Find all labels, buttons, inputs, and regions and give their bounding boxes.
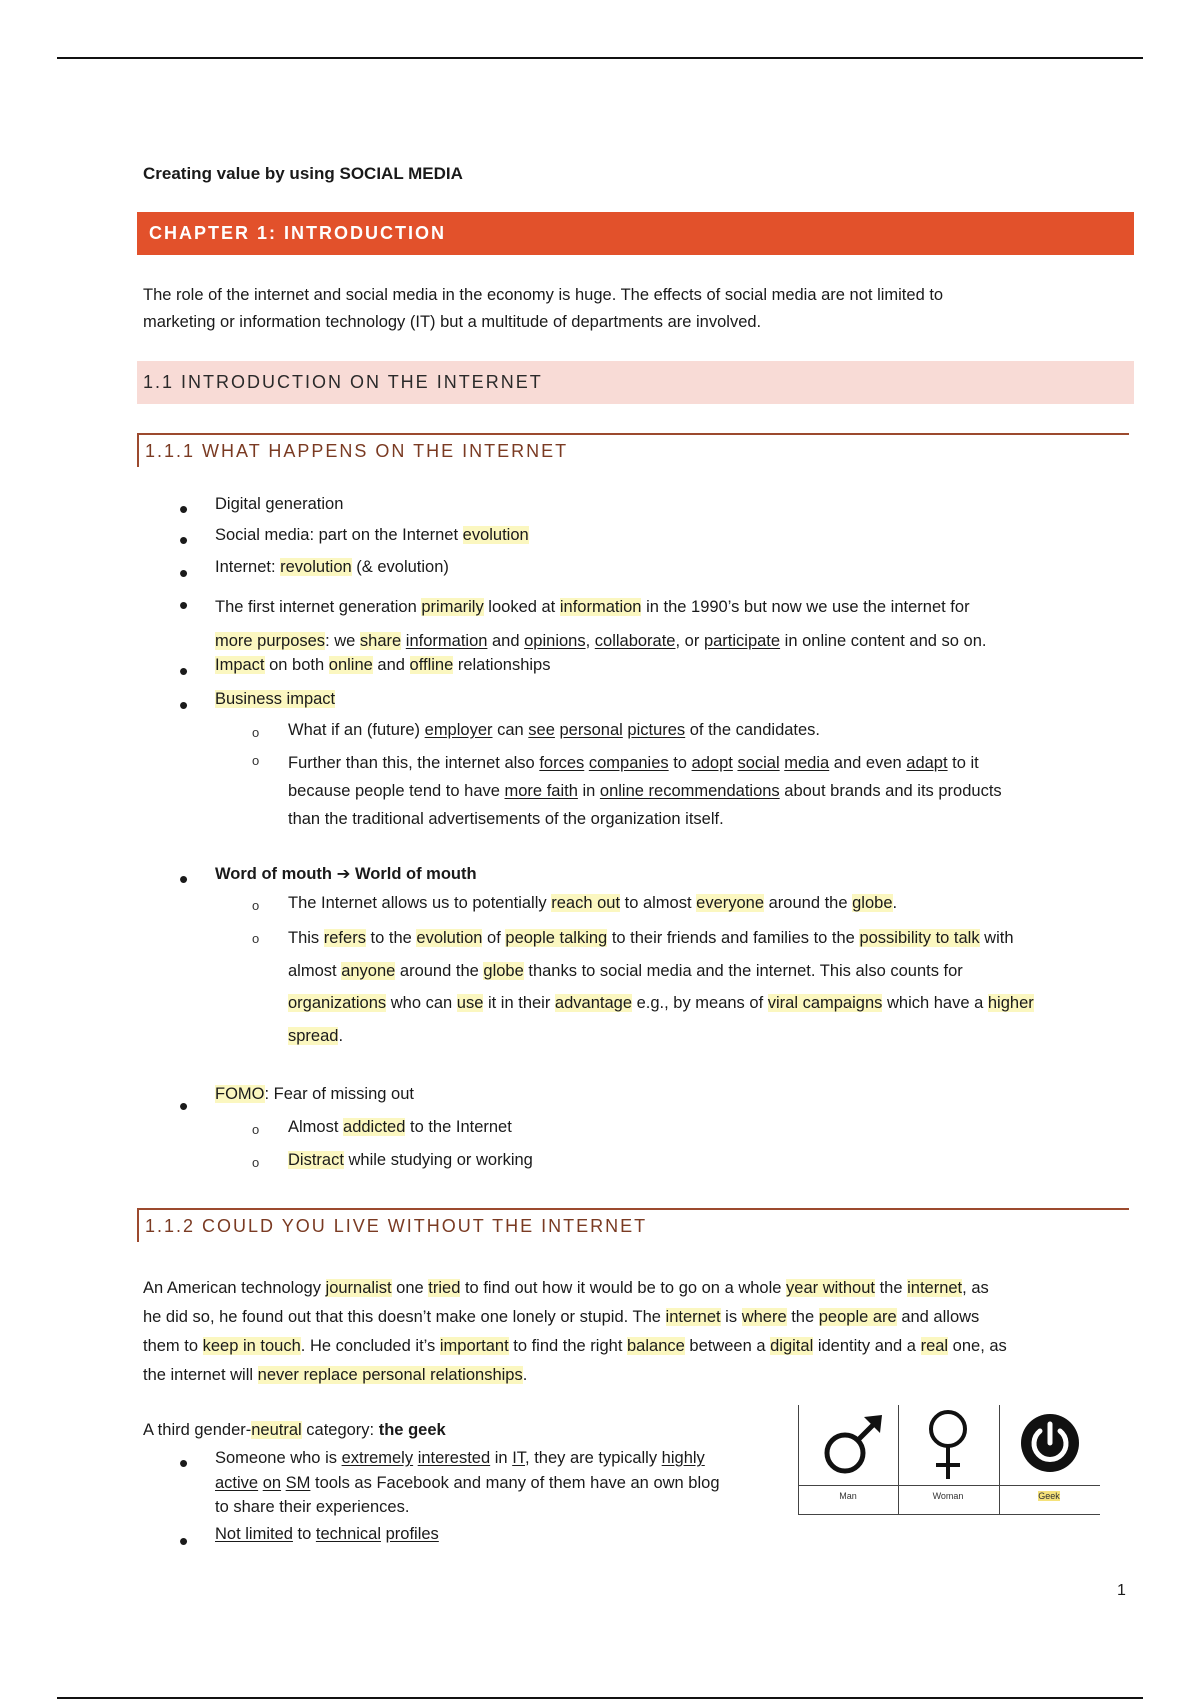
sub-list-item: What if an (future) employer can see personal pictures of the candidates. xyxy=(288,721,821,739)
female-symbol-icon xyxy=(920,1407,976,1483)
bottom-rule xyxy=(57,1697,1143,1699)
sub-bullet: o xyxy=(252,725,260,740)
bullet-dot: • xyxy=(179,656,189,686)
male-symbol-icon xyxy=(818,1411,888,1481)
list-item: Internet: revolution (& evolution) xyxy=(215,558,449,576)
top-rule xyxy=(57,57,1143,59)
bullet-dot: • xyxy=(179,1448,189,1478)
geek-intro: A third gender-neutral category: the geek xyxy=(143,1421,446,1439)
gender-figure xyxy=(798,1405,1100,1515)
sub-bullet: o xyxy=(252,1155,260,1170)
list-item: Digital generation xyxy=(215,495,344,513)
power-geek-icon xyxy=(1018,1411,1082,1475)
sub-list-item: Further than this, the internet also forces companies to adopt social media and even adapt to it because people tend to have more faith in online recommendations about brands and its products than the traditional advertisements of the organization itself. xyxy=(288,754,1002,828)
intro-paragraph xyxy=(143,282,1103,336)
figure-divider xyxy=(798,1485,1100,1486)
sub-bullet: o xyxy=(252,898,260,913)
intro-line: marketing or information technology (IT) but a multitude of departments are involved. xyxy=(143,313,762,331)
subsection-heading: 1.1.2 COULD YOU LIVE WITHOUT THE INTERNET xyxy=(137,1208,1129,1242)
list-item: Impact on both online and offline relationships xyxy=(215,656,551,674)
bullet-dot: • xyxy=(179,690,189,720)
bullet-dot: • xyxy=(179,558,189,588)
figure-divider xyxy=(798,1514,1100,1515)
sub-bullet: o xyxy=(252,753,260,768)
bullet-dot: • xyxy=(179,864,189,894)
sub-list-item: Almost addicted to the Internet xyxy=(288,1118,512,1136)
sub-list-item: This refers to the evolution of people talking to their friends and families to the possibility to talk with almost anyone around the globe thanks to social media and the internet. This also counts for organizations who can use it in their advantage e.g., by means of viral campaigns which have a higher spread. xyxy=(288,929,1034,1045)
chapter-heading: CHAPTER 1: INTRODUCTION xyxy=(137,212,1134,255)
list-item: Word of mouth ➔ World of mouth xyxy=(215,865,477,883)
bullet-dot: • xyxy=(179,1526,189,1556)
list-item: Someone who is extremely interested in IT, they are typically highly active on SM tools as Facebook and many of them have an own blog to share their experiences. xyxy=(215,1449,720,1516)
arrow-right-icon: ➔ xyxy=(336,865,351,883)
page-number: 1 xyxy=(1117,1582,1126,1599)
bullet-dot: • xyxy=(179,1091,189,1121)
figure-label-man: Man xyxy=(839,1491,857,1501)
bullet-dot: • xyxy=(179,494,189,524)
intro-line: The role of the internet and social media in the economy is huge. The effects of social media are not limited to xyxy=(143,286,944,304)
bullet-dot: • xyxy=(179,590,189,620)
list-item: Business impact xyxy=(215,690,336,708)
sub-list-item: The Internet allows us to potentially reach out to almost everyone around the globe. xyxy=(288,894,898,912)
section-heading: 1.1 INTRODUCTION ON THE INTERNET xyxy=(137,361,1134,404)
document-title: Creating value by using SOCIAL MEDIA xyxy=(143,164,463,183)
body-paragraph: An American technology journalist one tried to find out how it would be to go on a whole year without the internet, as he did so, he found out that this doesn’t make one lonely or stupid. The internet is where the people are and allows them to keep in touch. He concluded it’s important to find the right balance between a digital identity and a real one, as the internet will never replace personal relationships. xyxy=(143,1279,1007,1384)
sub-bullet: o xyxy=(252,931,260,946)
list-item: Not limited to technical profiles xyxy=(215,1525,439,1543)
sub-bullet: o xyxy=(252,1122,260,1137)
figure-label-woman: Woman xyxy=(932,1491,964,1501)
bullet-dot: • xyxy=(179,525,189,555)
list-item: The first internet generation primarily looked at information in the 1990’s but now we use the internet for more purposes: we share information and opinions, collaborate, or participate in online content and so on. xyxy=(215,598,987,650)
figure-label-geek: Geek xyxy=(1038,1491,1060,1501)
list-item: Social media: part on the Internet evolution xyxy=(215,526,529,544)
sub-list-item: Distract while studying or working xyxy=(288,1151,533,1169)
list-item: FOMO: Fear of missing out xyxy=(215,1085,414,1103)
subsection-heading: 1.1.1 WHAT HAPPENS ON THE INTERNET xyxy=(137,433,1129,467)
